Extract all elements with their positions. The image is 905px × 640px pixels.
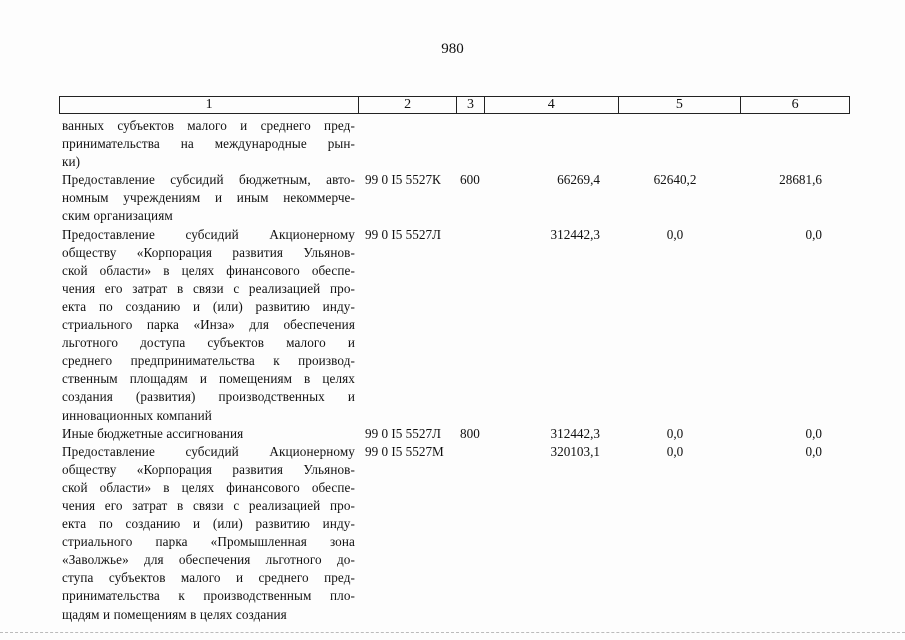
description-line: инновационных компаний bbox=[62, 407, 212, 423]
description-line: льготного доступа субъектов малого и bbox=[62, 335, 355, 351]
amount-col-4: 312442,3 bbox=[550, 425, 600, 441]
description-line: ступа субъектов малого и среднего пред- bbox=[62, 570, 355, 586]
column-header-1: 1 bbox=[60, 97, 359, 113]
description-line: Иные бюджетные ассигнования bbox=[62, 425, 244, 441]
description-line: принимательства к производственным пло- bbox=[62, 588, 355, 604]
table-header bbox=[59, 96, 850, 114]
table-row bbox=[62, 117, 852, 171]
column-header-6: 6 bbox=[791, 97, 799, 112]
amount-col-4: 66269,4 bbox=[557, 172, 600, 188]
description-line: среднего предпринимательства к производ- bbox=[62, 353, 355, 369]
amount-col-4: 312442,3 bbox=[550, 226, 600, 242]
column-header-2: 2 bbox=[359, 97, 457, 113]
description-line: екта по созданию и (или) развитию инду- bbox=[62, 298, 355, 314]
row-description bbox=[62, 425, 355, 443]
description-line: чения его затрат в связи с реализацией про- bbox=[62, 497, 355, 513]
target-code: 99 0 I5 5527М bbox=[365, 443, 444, 459]
description-line: обществу «Корпорация развития Ульянов- bbox=[62, 244, 355, 260]
amount-col-6: 0,0 bbox=[805, 226, 822, 242]
expense-type: 600 bbox=[460, 172, 480, 188]
description-line: ским организациям bbox=[62, 208, 173, 224]
description-line: ванных субъектов малого и среднего пред- bbox=[62, 118, 355, 133]
description-line: обществу «Корпорация развития Ульянов- bbox=[62, 461, 355, 477]
table-row bbox=[62, 226, 852, 425]
description-line: Предоставление субсидий бюджетным, авто- bbox=[62, 172, 355, 188]
amount-col-5: 62640,2 bbox=[653, 172, 697, 188]
page-number: 980 bbox=[441, 41, 464, 57]
amount-col-6: 0,0 bbox=[805, 443, 822, 459]
column-header-4: 4 bbox=[485, 97, 619, 113]
description-line: стриального парка «Инза» для обеспечения bbox=[62, 317, 355, 333]
description-line: екта по созданию и (или) развитию инду- bbox=[62, 516, 355, 532]
target-code: 99 0 I5 5527К bbox=[365, 172, 441, 188]
description-line: создания (развития) производственных и bbox=[62, 389, 355, 405]
target-code: 99 0 I5 5527Л bbox=[365, 226, 441, 242]
description-line: номным учреждениям и иным некоммерче- bbox=[62, 190, 355, 206]
row-description bbox=[62, 226, 355, 425]
description-line: стриального парка «Промышленная зона bbox=[62, 534, 355, 550]
description-line: ской области» в целях финансового обеспе- bbox=[62, 262, 355, 278]
description-line: «Заволжье» для обеспечения льготного до- bbox=[62, 552, 355, 568]
table-body bbox=[62, 117, 852, 624]
amount-col-4: 320103,1 bbox=[550, 443, 600, 459]
description-line: ской области» в целях финансового обеспе- bbox=[62, 479, 355, 495]
table-row bbox=[62, 171, 852, 225]
description-line: Предоставление субсидий Акционерному bbox=[62, 226, 355, 242]
table-row bbox=[62, 425, 852, 443]
scan-edge bbox=[0, 632, 905, 634]
column-header-5: 5 bbox=[619, 97, 742, 113]
target-code: 99 0 I5 5527Л bbox=[365, 425, 441, 441]
description-line: ки) bbox=[62, 154, 81, 170]
amount-col-5: 0,0 bbox=[666, 226, 684, 242]
row-description bbox=[62, 171, 355, 225]
description-line: щадям и помещениям в целях создания bbox=[62, 606, 287, 622]
amount-col-5: 0,0 bbox=[666, 443, 684, 459]
amount-col-6: 28681,6 bbox=[779, 172, 822, 188]
description-line: ственным площадям и помещениям в целях bbox=[62, 371, 355, 387]
description-line: принимательства на международные рын- bbox=[62, 136, 355, 152]
amount-col-6: 0,0 bbox=[805, 425, 822, 441]
expense-type: 800 bbox=[460, 425, 480, 441]
row-description bbox=[62, 117, 355, 171]
description-line: чения его затрат в связи с реализацией про- bbox=[62, 280, 355, 296]
amount-col-5: 0,0 bbox=[666, 425, 684, 441]
table-row bbox=[62, 443, 852, 624]
description-line: Предоставление субсидий Акционерному bbox=[62, 443, 355, 459]
row-description bbox=[62, 443, 355, 624]
column-header-3: 3 bbox=[457, 97, 485, 113]
